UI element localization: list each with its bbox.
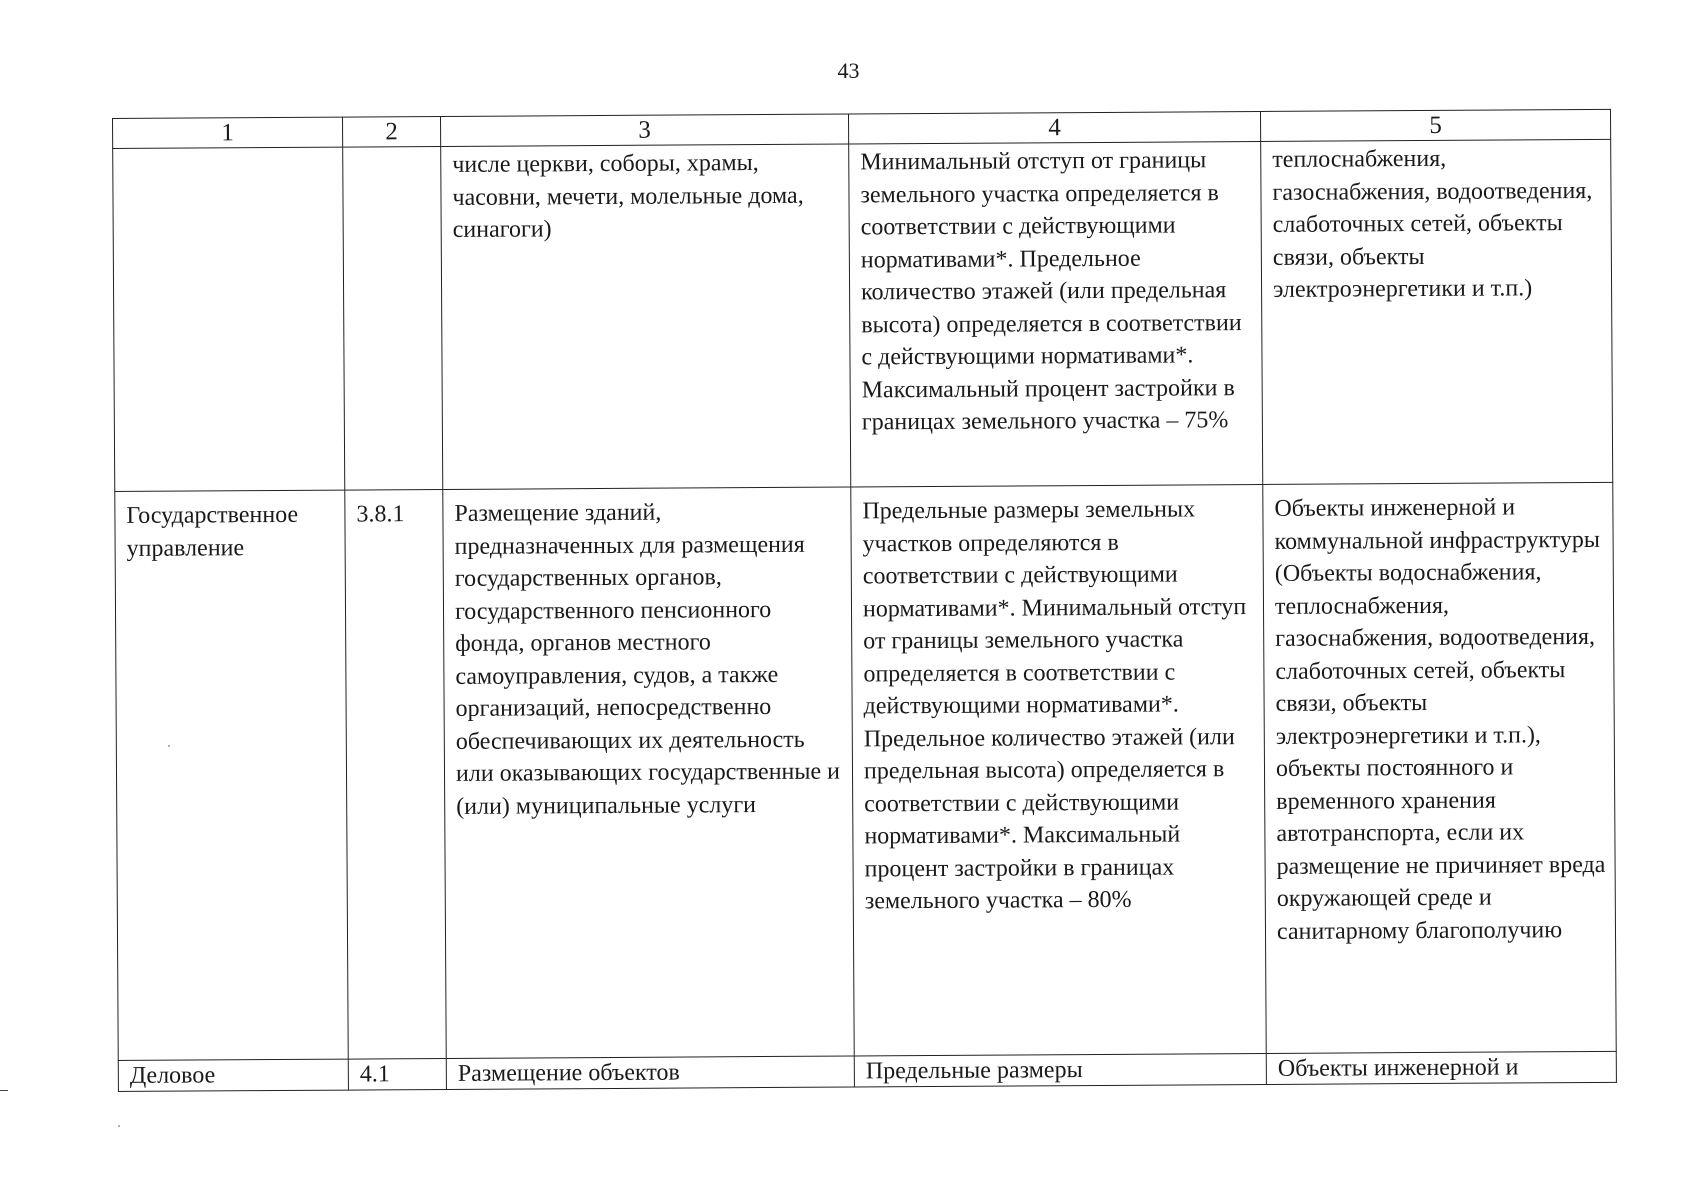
header-col-3: 3 — [440, 114, 848, 146]
cell-auxiliary-uses: теплоснабжения, газоснабжения, водоотведения, слаботочных сетей, объекты связи, объекты электроэнергетики и т.п.) — [1261, 139, 1613, 484]
cell-use-code: 3.8.1 — [345, 489, 446, 1059]
regulations-table — [112, 109, 1617, 1092]
cell-use-name: Государственное управление — [115, 490, 348, 1060]
cell-use-name: Деловое — [118, 1059, 348, 1091]
table-row — [115, 482, 1616, 1060]
cell-use-code — [343, 146, 443, 490]
scan-speck — [118, 1125, 120, 1127]
cell-use-description: Размещение объектов — [446, 1056, 854, 1089]
cell-use-description: числе церкви, соборы, храмы, часовни, мечети, молельные дома, синагоги) — [441, 144, 851, 489]
cell-auxiliary-uses: Объекты инженерной и коммунальной инфраструктуры (Объекты водоснабжения, теплоснабжения, газоснабжения, водоотведения, слаботочных сетей, объекты связи, объекты электроэнергетики и т.п.), объекты постоянного и временного хранения автотранспорта, если их размещение не причиняет вреда окружающей среде и санитарному благополучию — [1263, 482, 1616, 1053]
header-col-4: 4 — [848, 111, 1260, 144]
page-number: 43 — [837, 58, 860, 83]
cell-auxiliary-uses: Объекты инженерной и — [1266, 1051, 1616, 1084]
header-col-2: 2 — [342, 116, 440, 147]
cell-parameters: Минимальный отступ от границы земельного участка определяется в соответствии с действующими нормативами*. Предельное количество этажей (или предельная высота) определяется в соответствии с действующими нормативами*. Максимальный процент застройки в границах земельного участка – 75% — [849, 141, 1263, 487]
header-col-5: 5 — [1260, 109, 1610, 141]
scan-speck — [168, 745, 170, 747]
cell-parameters: Предельные размеры земельных участков определяются в соответствии с действующими нормативами*. Минимальный отступ от границы земельного участка определяется в соответствии с действующими нормативами*. Предельное количество этажей (или предельная высота) определяется в соответствии с действующими нормативами*. Максимальный процент застройки в границах земельного участка – 80% — [851, 484, 1266, 1056]
cell-parameters: Предельные размеры — [854, 1053, 1266, 1087]
header-col-1: 1 — [113, 117, 343, 148]
table-body — [113, 139, 1617, 1091]
cell-use-description: Размещение зданий, предназначенных для размещения государственных органов, государственного пенсионного фонда, органов местного самоуправления, судов, а также организаций, непосредственно обеспечивающих их деятельность или оказывающих государственные и (или) муниципальные услуги — [443, 487, 854, 1058]
cell-use-code: 4.1 — [348, 1058, 446, 1090]
scan-edge-mark — [0, 1090, 8, 1091]
cell-use-name — [113, 147, 345, 491]
table-row — [113, 139, 1613, 491]
